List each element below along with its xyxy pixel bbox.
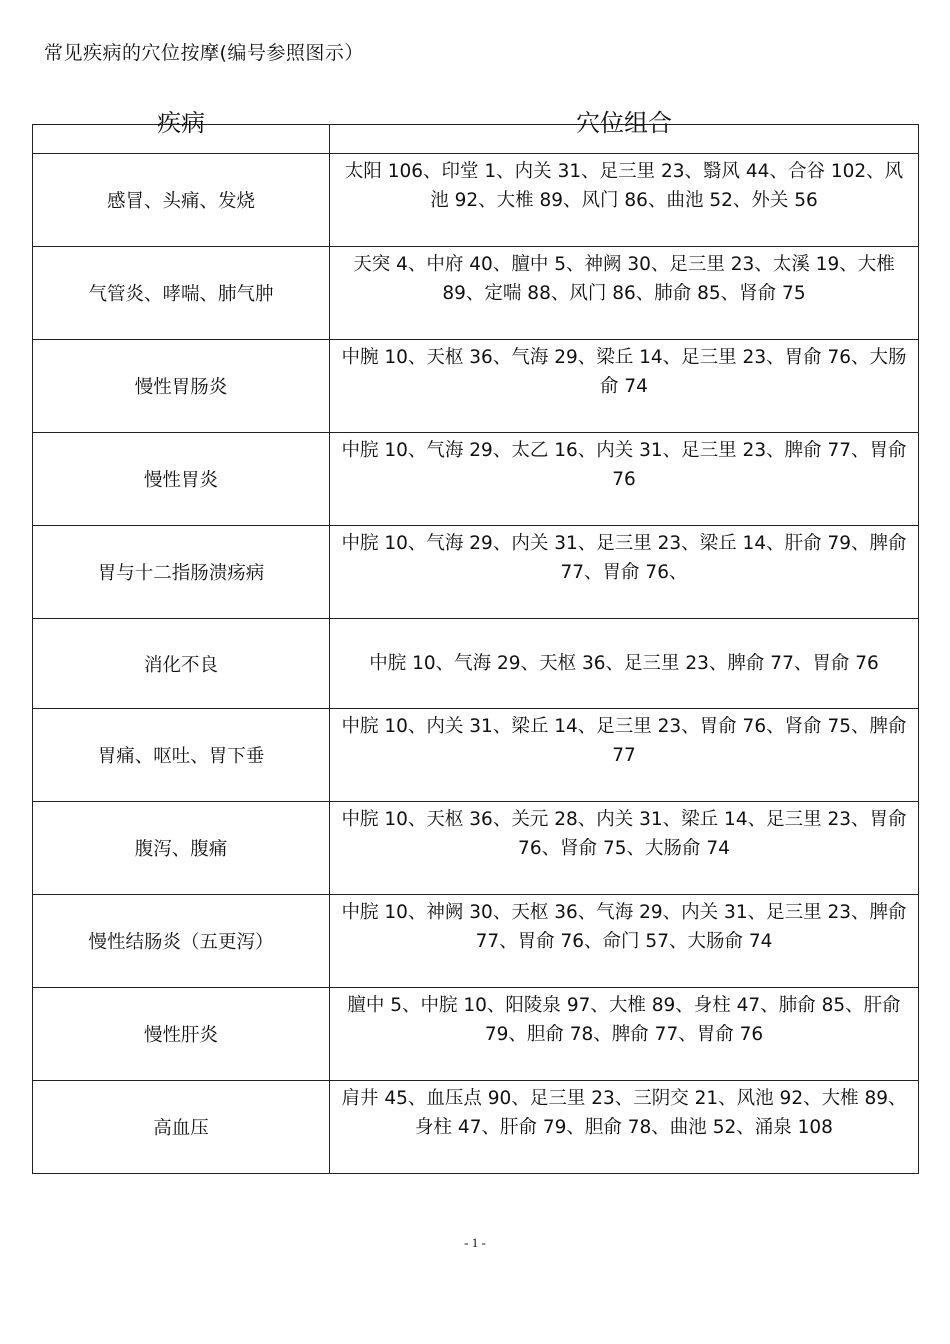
points-cell: 天突 4、中府 40、膻中 5、神阙 30、足三里 23、太溪 19、大椎 89、定喘 88、风门 86、肺俞 85、肾俞 75 <box>330 247 919 340</box>
points-cell: 太阳 106、印堂 1、内关 31、足三里 23、翳风 44、合谷 102、风池 92、大椎 89、风门 86、曲池 52、外关 56 <box>330 154 919 247</box>
points-cell: 中脘 10、气海 29、内关 31、足三里 23、梁丘 14、肝俞 79、脾俞 77、胃俞 76、 <box>330 526 919 619</box>
page-title: 常见疾病的穴位按摩(编号参照图示） <box>44 42 364 64</box>
table-row <box>33 433 919 526</box>
header-points <box>330 109 919 154</box>
disease-cell: 胃痛、呕吐、胃下垂 <box>33 709 330 802</box>
header-disease <box>33 109 330 154</box>
points-cell: 中腕 10、天枢 36、气海 29、梁丘 14、足三里 23、胃俞 76、大肠俞 74 <box>330 340 919 433</box>
points-cell: 膻中 5、中脘 10、阳陵泉 97、大椎 89、身柱 47、肺俞 85、肝俞 79、胆俞 78、脾俞 77、胃俞 76 <box>330 988 919 1081</box>
table-row <box>33 619 919 709</box>
disease-cell: 消化不良 <box>33 619 330 709</box>
table-row <box>33 709 919 802</box>
table-header-row <box>33 125 919 154</box>
disease-cell: 气管炎、哮喘、肺气肿 <box>33 247 330 340</box>
points-cell: 中脘 10、气海 29、太乙 16、内关 31、足三里 23、脾俞 77、胃俞 76 <box>330 433 919 526</box>
disease-cell: 慢性结肠炎（五更泻） <box>33 895 330 988</box>
disease-cell: 慢性胃肠炎 <box>33 340 330 433</box>
table-row <box>33 526 919 619</box>
table-row <box>33 154 919 247</box>
disease-cell: 腹泻、腹痛 <box>33 802 330 895</box>
disease-cell: 慢性肝炎 <box>33 988 330 1081</box>
table-row <box>33 802 919 895</box>
disease-cell: 高血压 <box>33 1081 330 1174</box>
points-cell: 中脘 10、天枢 36、关元 28、内关 31、梁丘 14、足三里 23、胃俞 76、肾俞 75、大肠俞 74 <box>330 802 919 895</box>
page-number: - 1 - <box>464 1235 486 1250</box>
table-row <box>33 247 919 340</box>
table-row <box>33 1081 919 1174</box>
table-row <box>33 340 919 433</box>
points-cell: 中脘 10、神阙 30、天枢 36、气海 29、内关 31、足三里 23、脾俞 77、胃俞 76、命门 57、大肠俞 74 <box>330 895 919 988</box>
table-row <box>33 895 919 988</box>
disease-cell: 慢性胃炎 <box>33 433 330 526</box>
header-points-label: 穴位组合 <box>576 109 672 137</box>
points-cell: 中脘 10、气海 29、天枢 36、足三里 23、脾俞 77、胃俞 76 <box>330 619 919 709</box>
points-cell: 中脘 10、内关 31、梁丘 14、足三里 23、胃俞 76、肾俞 75、脾俞 77 <box>330 709 919 802</box>
disease-cell: 感冒、头痛、发烧 <box>33 154 330 247</box>
points-cell: 肩井 45、血压点 90、足三里 23、三阴交 21、风池 92、大椎 89、身柱 47、肝俞 79、胆俞 78、曲池 52、涌泉 108 <box>330 1081 919 1174</box>
header-disease-label: 疾病 <box>157 109 205 137</box>
disease-cell: 胃与十二指肠溃疡病 <box>33 526 330 619</box>
acupoint-table <box>32 109 919 1174</box>
table-row <box>33 988 919 1081</box>
